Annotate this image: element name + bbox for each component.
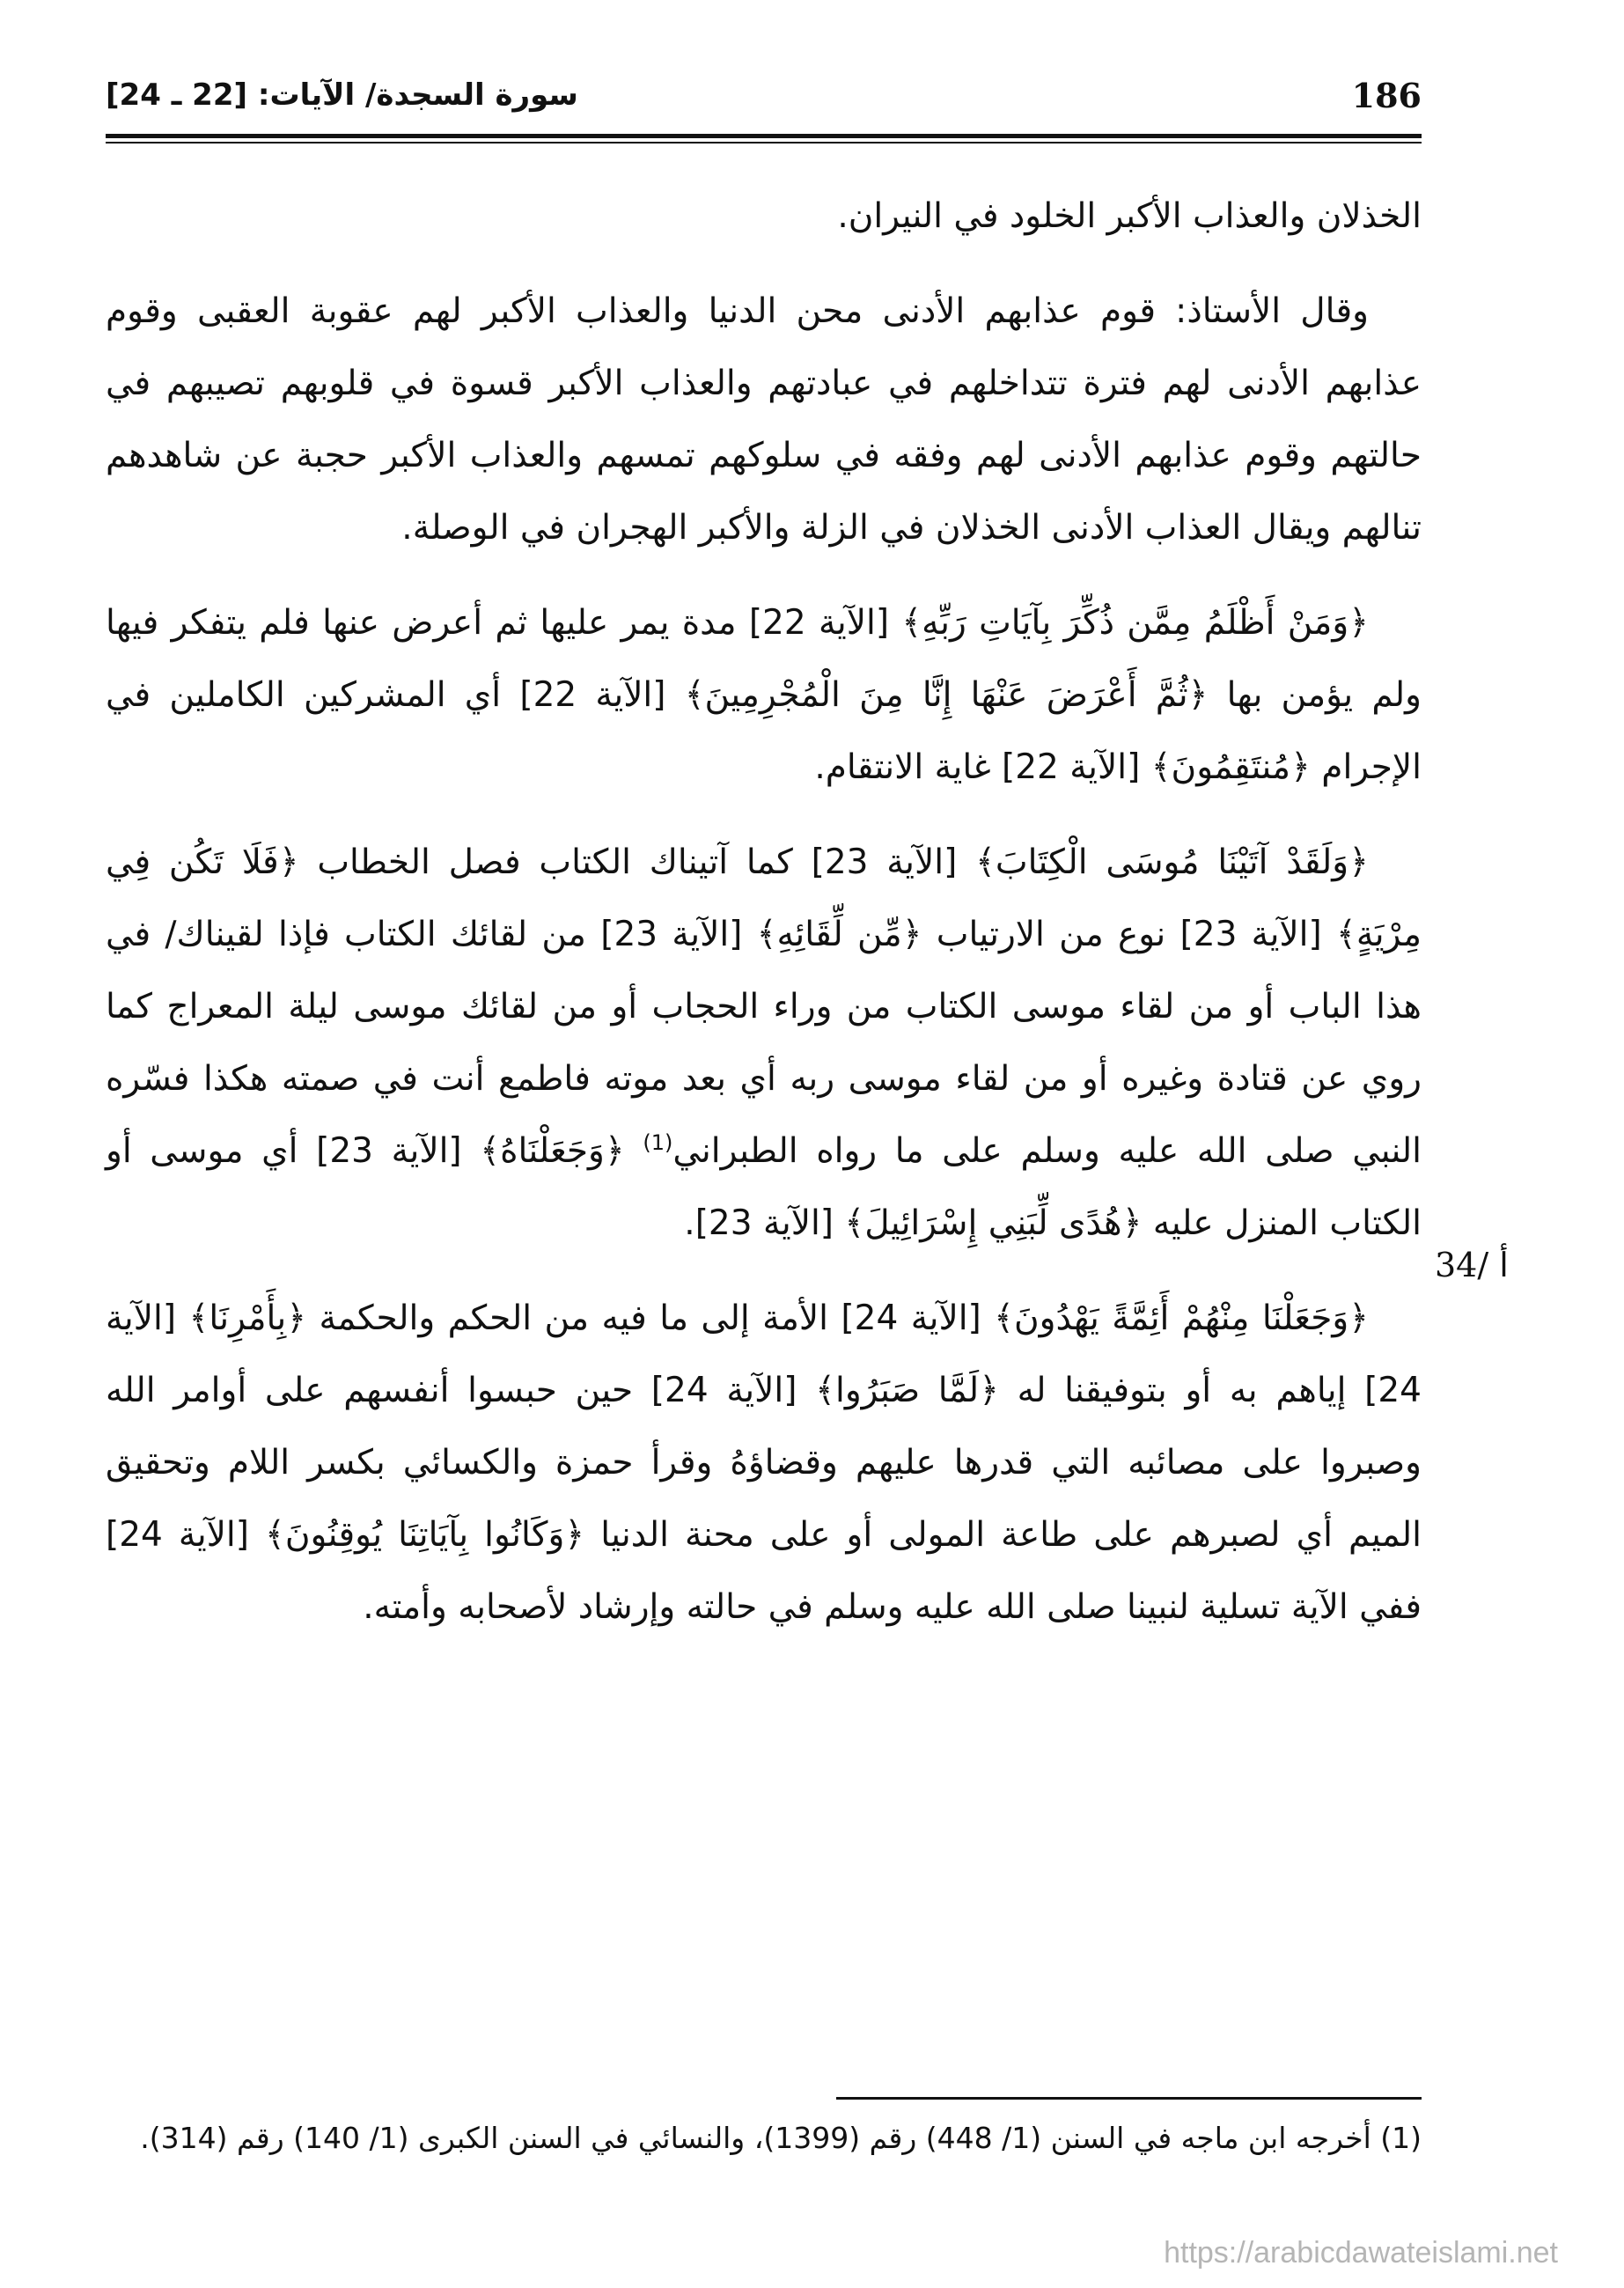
footnote-rule xyxy=(836,2097,1422,2100)
paragraph-2: وقال الأستاذ: قوم عذابهم الأدنى محن الدنيا والعذاب الأكبر لهم عقوبة العقبى وقوم عذابهم الأدنى لهم فترة تتداخلهم في عبادتهم والعذاب الأكبر قسوة في قلوبهم تصيبهم في حالتهم وقوم عذابهم الأدنى لهم وفقه في سلوكهم تمسهم والعذاب الأكبر حجبة عن شاهدهم تنالهم ويقال العذاب الأدنى الخذلان في الزلة والأكبر الهجران في الوصلة. xyxy=(106,291,1422,548)
header-rule-thick xyxy=(106,134,1422,138)
paragraph-4 xyxy=(106,827,1422,1260)
running-title: سورة السجدة/ الآيات: [22 ـ 24] xyxy=(106,77,578,113)
footnote-marker: (1) xyxy=(643,1130,673,1155)
paragraph-4-text: ﴿وَلَقَدْ آتَيْنَا مُوسَى الْكِتَابَ﴾ [الآية 23] كما آتيناك الكتاب فصل الخطاب ﴿فَلَا تَكُن فِي مِرْيَةٍ﴾ [الآية 23] نوع من الارتياب ﴿مِّن لِّقَائِهِ﴾ [الآية 23] من لقائك الكتاب فإذا لقيناك/ في هذا الباب أو من لقاء موسى الكتاب من وراء الحجاب أو من لقائك موسى ليلة المعراج كما روي عن قتادة وغيره أو من لقاء موسى ربه أي بعد موته فاطمع أنت في صمته هكذا فسّره النبي صلى الله عليه وسلم على ما رواه الطبراني xyxy=(106,842,1422,1171)
paragraph-3: ﴿وَمَنْ أَظْلَمُ مِمَّن ذُكِّرَ بِآيَاتِ رَبِّهِ﴾ [الآية 22] مدة يمر عليها ثم أعرض عنها فلم يتفكر فيها ولم يؤمن بها ﴿ثُمَّ أَعْرَضَ عَنْهَا إِنَّا مِنَ الْمُجْرِمِينَ﴾ [الآية 22] أي المشركين الكاملين في الإجرام ﴿مُنتَقِمُونَ﴾ [الآية 22] غاية الانتقام. xyxy=(106,603,1422,787)
main-text xyxy=(106,180,1422,1666)
watermark-url: https://arabicdawateislami.net xyxy=(1164,2236,1558,2270)
header-rule-thin xyxy=(106,142,1422,143)
footnote: (1) أخرجه ابن ماجه في السنن (1/ 448) رقم (1399)، والنسائي في السنن الكبرى (1/ 140) رقم (314). xyxy=(140,2121,1422,2155)
paragraph-4-tail: ﴿وَجَعَلْنَاهُ﴾ [الآية 23] أي موسى أو الكتاب المنزل عليه ﴿هُدًى لِّبَنِي إِسْرَائِيلَ﴾ [الآية 23]. xyxy=(106,1131,1422,1243)
page-number: 186 xyxy=(1351,76,1422,115)
manuscript-folio-marker: 34/ أ xyxy=(1435,1246,1509,1284)
paragraph-1: الخذلان والعذاب الأكبر الخلود في النيران. xyxy=(837,196,1422,236)
page-header xyxy=(106,76,1422,127)
paragraph-5: ﴿وَجَعَلْنَا مِنْهُمْ أَئِمَّةً يَهْدُونَ﴾ [الآية 24] الأمة إلى ما فيه من الحكم والحكمة ﴿بِأَمْرِنَا﴾ [الآية 24] إياهم به أو بتوفيقنا له ﴿لَمَّا صَبَرُوا﴾ [الآية 24] حين حبسوا أنفسهم على أوامر الله وصبروا على مصائبه التي قدرها عليهم وقضاؤهُ وقرأ حمزة والكسائي بكسر اللام وتحقيق الميم أي لصبرهم على طاعة المولى أو على محنة الدنيا ﴿وَكَانُوا بِآيَاتِنَا يُوقِنُونَ﴾ [الآية 24] ففي الآية تسلية لنبينا صلى الله عليه وسلم في حالته وإرشاد لأصحابه وأمته. xyxy=(106,1298,1422,1627)
